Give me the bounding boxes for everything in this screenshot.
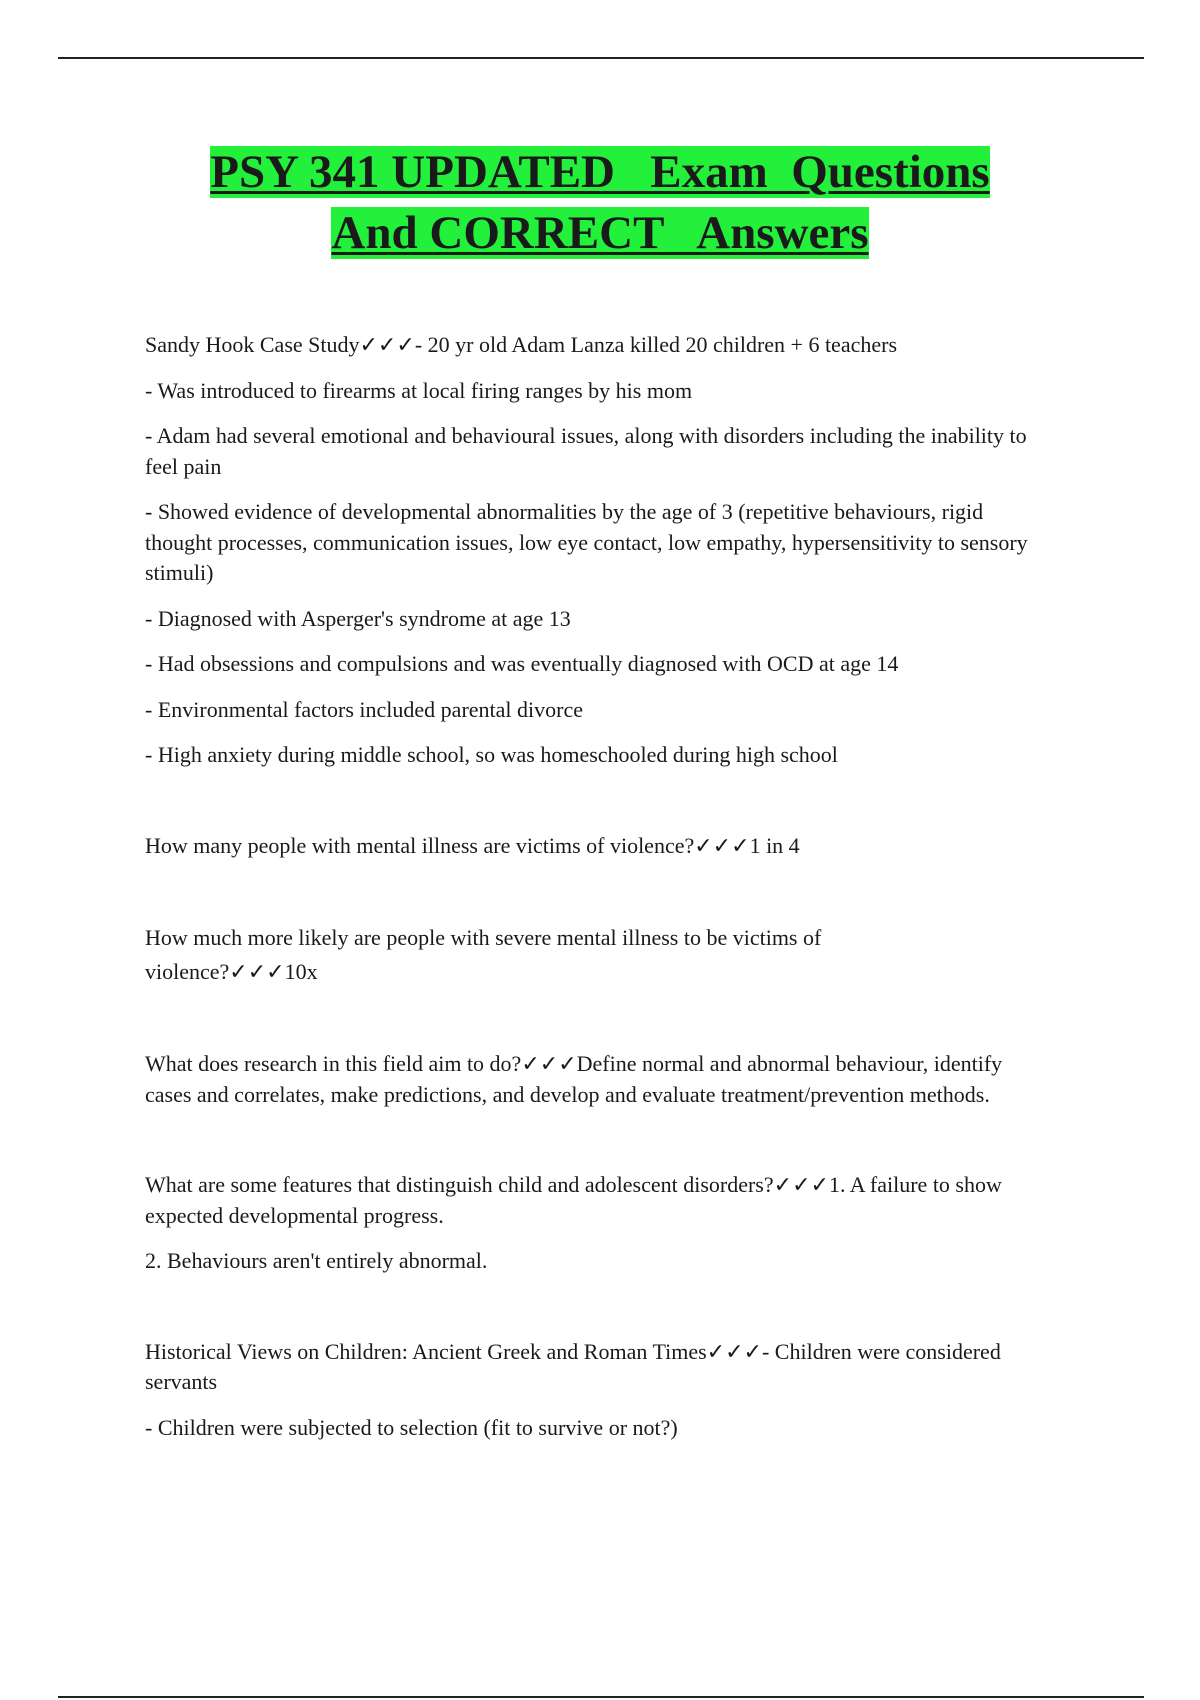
check-marks-icon: ✓✓✓: [706, 1338, 762, 1364]
qa-line: [145, 1337, 1045, 1398]
answer-line: - Environmental factors included parental divorce: [145, 696, 583, 722]
qa-item: [145, 1337, 1045, 1444]
check-marks-icon: ✓✓✓: [229, 959, 285, 984]
answer-line: - Diagnosed with Asperger's syndrome at age 13: [145, 605, 571, 631]
title-line-2: And CORRECT Answers: [331, 207, 869, 259]
check-marks-icon: ✓✓✓: [521, 1051, 577, 1076]
top-rule: [58, 57, 1144, 59]
check-marks-icon: ✓✓✓: [773, 1172, 829, 1197]
qa-line: [145, 921, 905, 989]
page-title: [0, 142, 1200, 264]
answer-line: - Was introduced to firearms at local firing ranges by his mom: [145, 377, 693, 403]
question-text: Historical Views on Children: Ancient Greek and Roman Times: [145, 1338, 707, 1364]
bottom-rule: [58, 1696, 1144, 1698]
qa-item: [145, 1049, 1045, 1110]
qa-line: [145, 330, 1045, 361]
qa-content: [145, 330, 1045, 1458]
answer-line: - High anxiety during middle school, so was homeschooled during high school: [145, 742, 838, 767]
answer-line: - Adam had several emotional and behavioural issues, along with disorders including the inability to feel pain: [145, 423, 1027, 479]
answer-text: - 20 yr old Adam Lanza killed 20 children + 6 teachers: [414, 332, 898, 357]
answer-text: Define normal and abnormal behaviour, identify cases and correlates, make predictions, and develop and evaluate treatment/prevention methods.: [145, 1051, 1003, 1107]
qa-line: [145, 831, 1045, 862]
question-text: How many people with mental illness are victims of violence?: [145, 832, 695, 858]
answer-text: 1 in 4: [749, 832, 800, 858]
qa-item: [145, 831, 1045, 862]
answer-text: 10x: [284, 959, 318, 984]
qa-item: [145, 1170, 1045, 1277]
answer-line: - Had obsessions and compulsions and was eventually diagnosed with OCD at age 14: [145, 651, 899, 676]
answer-line: - Children were subjected to selection (fit to survive or not?): [145, 1414, 678, 1440]
question-text: What are some features that distinguish child and adolescent disorders?: [145, 1172, 774, 1197]
check-marks-icon: ✓✓✓: [359, 332, 415, 357]
answer-line: - Showed evidence of developmental abnormalities by the age of 3 (repetitive behaviours, rigid thought processes, communication issues, low eye contact, low empathy, hypersensitivity to sensory stimuli): [145, 499, 1028, 585]
answer-line: 2. Behaviours aren't entirely abnormal.: [145, 1248, 488, 1273]
qa-line: [145, 1049, 1045, 1110]
answer-text: - Children were considered servants: [145, 1338, 1001, 1394]
check-marks-icon: ✓✓✓: [694, 832, 750, 858]
qa-line: [145, 1170, 1045, 1231]
question-text: Sandy Hook Case Study: [145, 332, 360, 357]
question-text: How much more likely are people with severe mental illness to be victims of violence?: [145, 925, 822, 984]
qa-item: [145, 921, 1045, 989]
qa-item: [145, 330, 1045, 771]
title-line-1: PSY 341 UPDATED Exam Questions: [210, 146, 990, 198]
question-text: What does research in this field aim to do?: [145, 1051, 522, 1076]
answer-text: 1. A failure to show expected developmental progress.: [145, 1172, 1002, 1228]
